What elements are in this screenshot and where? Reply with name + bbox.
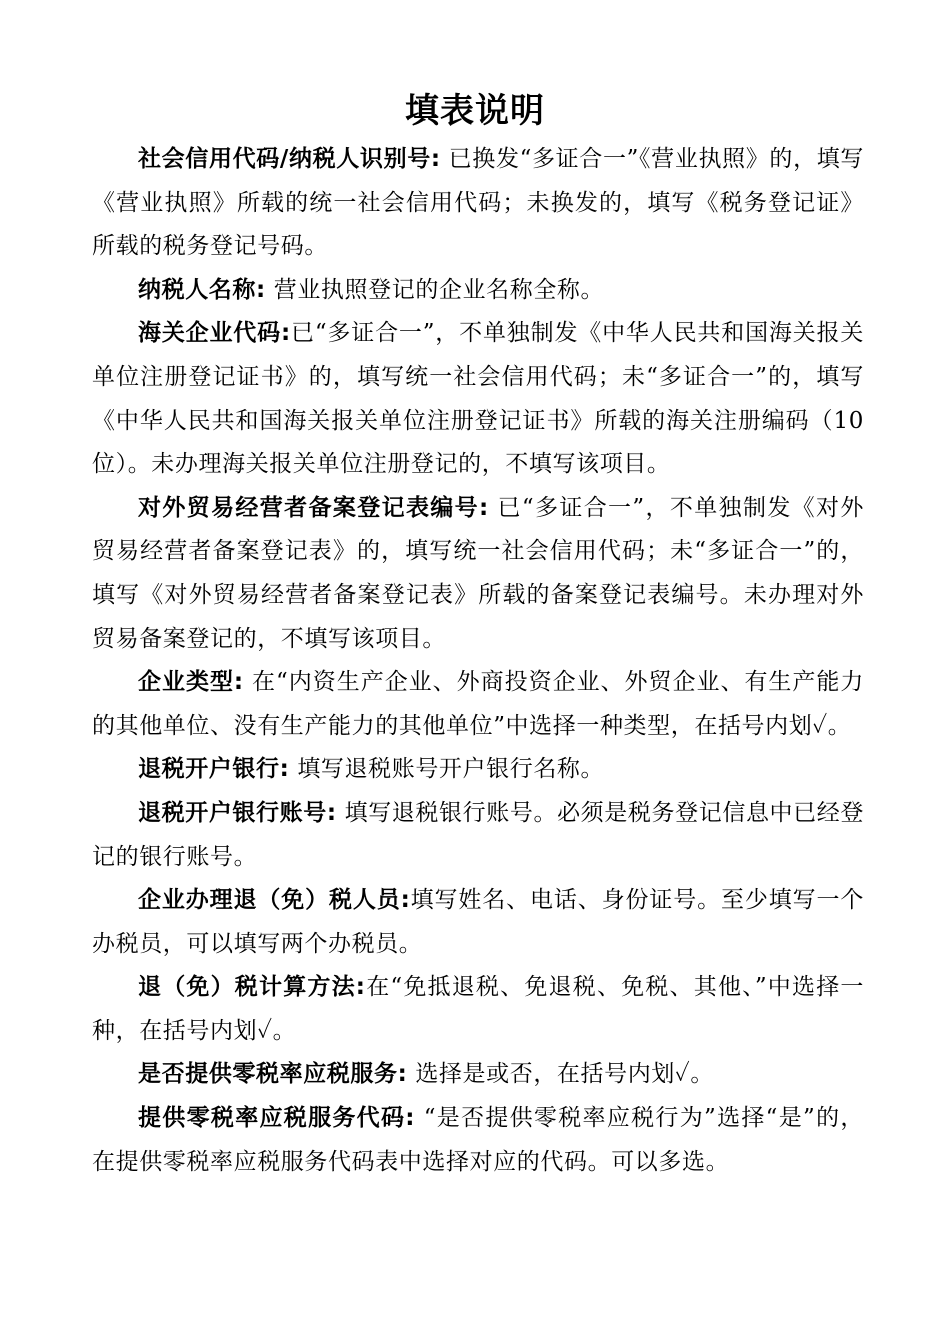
paragraph-label: 提供零税率应税服务代码: — [138, 1105, 416, 1132]
paragraph-text: “是否提供零税率应税行为”选择“是”的，在提供零税率应税服务代码表中选择对应的代码。可以多选。 — [92, 1105, 864, 1175]
paragraph-text: 已换发“多证合一”《营业执照》的，填写《营业执照》所载的统一社会信用代码；未换发的，填写《税务登记证》所载的税务登记号码。 — [92, 146, 864, 260]
paragraph-text: 已“多证合一”，不单独制发《对外贸易经营者备案登记表》的，填写统一社会信用代码；未“多证合一”的，填写《对外贸易经营者备案登记表》所载的备案登记表编号。未办理对外贸易备案登记的，不填写该项目。 — [92, 494, 864, 652]
paragraph-text: 填写退税银行账号。必须是税务登记信息中已经登记的银行账号。 — [92, 799, 864, 870]
paragraph-label: 对外贸易经营者备案登记表编号: — [138, 494, 489, 521]
paragraph-refund-staff — [92, 879, 864, 966]
paragraph-text: 在“免抵退税、免退税、免税、其他、”中选择一种，在括号内划✓。 — [92, 974, 864, 1044]
paragraph-label: 是否提供零税率应税服务: — [138, 1061, 408, 1088]
paragraph-text: 在“内资生产企业、外商投资企业、外贸企业、有生产能力的其他单位、没有生产能力的其他单位”中选择一种类型，在括号内划✓。 — [92, 669, 864, 739]
paragraph-label: 纳税人名称: — [138, 276, 266, 303]
paragraph-label: 退税开户银行账号: — [138, 799, 337, 826]
paragraph-label: 退税开户银行: — [138, 756, 290, 783]
paragraph-customs-code — [92, 312, 864, 486]
paragraph-text: 填写姓名、电话、身份证号。至少填写一个办税员，可以填写两个办税员。 — [92, 887, 864, 957]
paragraph-refund-bank — [92, 748, 864, 792]
paragraph-zero-rate-service — [92, 1053, 864, 1097]
instructions-body — [92, 138, 864, 1184]
paragraph-foreign-trade-record — [92, 487, 864, 661]
paragraph-refund-bank-account — [92, 792, 864, 879]
paragraph-text: 选择是或否，在括号内划✓。 — [415, 1061, 714, 1088]
paragraph-label: 企业类型: — [138, 669, 244, 696]
paragraph-text: 营业执照登记的企业名称全称。 — [273, 276, 605, 303]
paragraph-zero-rate-service-code — [92, 1097, 864, 1184]
paragraph-credit-code — [92, 138, 864, 269]
paragraph-label: 企业办理退（免）税人员: — [138, 887, 411, 914]
paragraph-text: 已“多证合一”，不单独制发《中华人民共和国海关报关单位注册登记证书》的，填写统一社会信用代码；未“多证合一”的，填写《中华人民共和国海关报关单位注册登记证书》所载的海关注册编码（10位）。未办理海关报关单位注册登记的，不填写该项目。 — [92, 320, 864, 478]
paragraph-calculation-method — [92, 966, 864, 1053]
paragraph-label: 社会信用代码/纳税人识别号: — [138, 146, 441, 172]
paragraph-enterprise-type — [92, 661, 864, 748]
paragraph-taxpayer-name — [92, 269, 864, 313]
paragraph-label: 海关企业代码: — [138, 320, 291, 347]
paragraph-text: 填写退税账号开户银行名称。 — [297, 756, 605, 783]
paragraph-label: 退（免）税计算方法: — [138, 974, 366, 1001]
page-title: 填表说明 — [405, 91, 545, 131]
